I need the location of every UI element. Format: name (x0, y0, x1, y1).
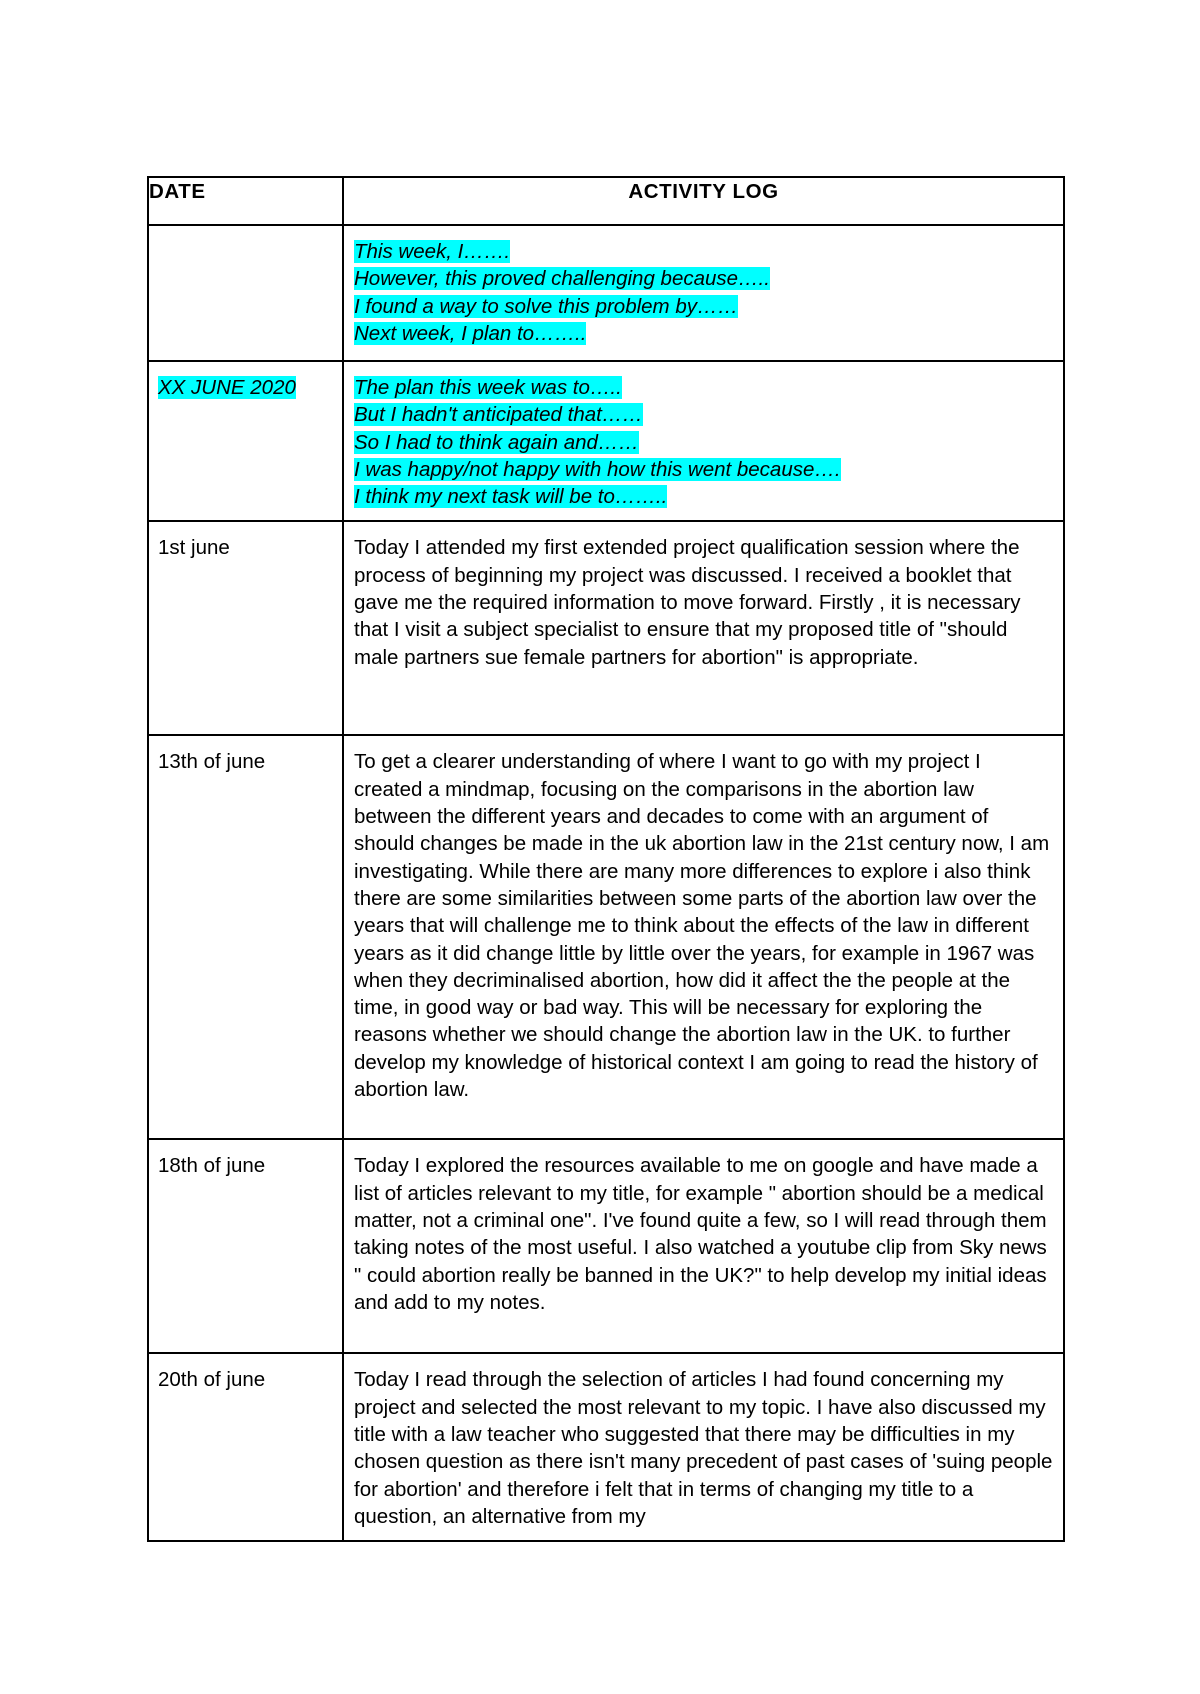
template-row (148, 225, 1064, 361)
activity-log-table (147, 176, 1065, 1542)
example-date-cell (148, 361, 343, 521)
entry-text-cell (343, 1139, 1064, 1353)
example-activity-cell (343, 361, 1064, 521)
entry-date-cell (148, 1353, 343, 1541)
entry-text: To get a clearer understanding of where I want to go with my project I created a mindmap, focusing on the comparisons in the abortion law between the different years and decades to come with an argument of should changes be made in the uk abortion law in the 21st century now, I am investigating. While there are many more differences to explore i also think there are some similarities between some parts of the abortion law over the years that will challenge me to think about the effects of the law in different years as it did change little by little over the years, for example in 1967 was when they decriminalised abortion, how did it affect the the people at the time, in good way or bad way. This will be necessary for exploring the reasons whether we should change the abortion law in the UK. to further develop my knowledge of historical context I am going to read the history of abortion law. (354, 750, 1050, 1102)
entry-text: Today I read through the selection of articles I had found concerning my project and selected the most relevant to my topic. I have also discussed my title with a law teacher who suggested that there may be difficulties in my chosen question as there isn't many precedent of past cases of 'suing people for abortion' and therefore i felt that in terms of changing my title to a question, an alternative from my (354, 1368, 1053, 1528)
entry-date: 18th of june (158, 1154, 266, 1178)
example-line: So I had to think again and…… (354, 430, 639, 454)
example-line: I think my next task will be to…….. (354, 485, 668, 509)
example-line: The plan this week was to….. (354, 376, 622, 399)
entry-date: 1st june (158, 536, 230, 560)
example-line: But I hadn't anticipated that…… (354, 403, 643, 427)
entry-date: 20th of june (158, 1368, 266, 1392)
entry-text-cell (343, 735, 1064, 1139)
example-line: I was happy/not happy with how this went because…. (354, 457, 841, 481)
entry-date-cell (148, 521, 343, 735)
example-date: XX JUNE 2020 (158, 376, 296, 399)
entry-date-cell (148, 735, 343, 1139)
date-column-header: DATE (148, 177, 343, 225)
table-row (148, 521, 1064, 735)
entry-text: Today I explored the resources available to me on google and have made a list of articles relevant to my title, for example " abortion should be a medical matter, not a criminal one". I've found quite a few, so I will read through them taking notes of the most useful. I also watched a youtube clip from Sky news " could abortion really be banned in the UK?" to help develop my initial ideas and add to my notes. (354, 1154, 1047, 1314)
table-row (148, 1353, 1064, 1541)
template-activity-cell (343, 225, 1064, 361)
table-row (148, 1139, 1064, 1353)
template-line: This week, I……. (354, 240, 511, 263)
template-date-cell (148, 225, 343, 361)
template-date (149, 226, 342, 248)
entry-date: 13th of june (158, 750, 266, 774)
table-header-row (148, 177, 1064, 225)
entry-text-cell (343, 1353, 1064, 1541)
entry-text-cell (343, 521, 1064, 735)
example-row (148, 361, 1064, 521)
entry-date-cell (148, 1139, 343, 1353)
entry-text: Today I attended my first extended project qualification session where the process of beginning my project was discussed. I received a booklet that gave me the required information to move forward. Firstly , it is necessary that I visit a subject specialist to ensure that my proposed title of "should male partners sue female partners for abortion" is appropriate. (354, 536, 1021, 669)
table-row (148, 735, 1064, 1139)
activity-column-header: ACTIVITY LOG (343, 177, 1064, 225)
template-line: I found a way to solve this problem by…… (354, 294, 738, 318)
template-line: However, this proved challenging because….. (354, 267, 770, 291)
template-line: Next week, I plan to…….. (354, 321, 587, 345)
